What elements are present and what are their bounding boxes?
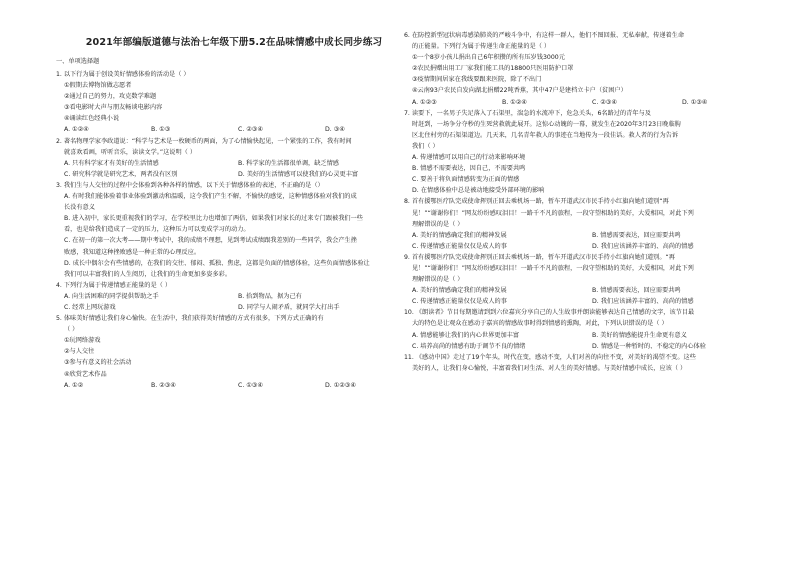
option-text: B. 进入初中，家长更重视我们的学习，在学校里比力也增加了两倍，如果我们对家长的过来专门跟被我们一些 bbox=[64, 215, 363, 223]
option-c: C. 培养高尚的情感有助于调节不良的情绪 bbox=[412, 342, 526, 350]
statement-item: ①假期去博物馆做志愿者 bbox=[64, 82, 132, 90]
answer-options bbox=[56, 380, 412, 391]
question-stem: 2. 著名物理学家李政道说：“科学与艺术是一枚硬币的两面，为了心情愉快起见，一个紧张的工作，我有时间 bbox=[56, 137, 352, 145]
answer-options bbox=[404, 330, 772, 352]
statement-item: ②通过自己的努力，攻克数学难题 bbox=[64, 93, 157, 101]
question-2 bbox=[56, 136, 412, 180]
question-10 bbox=[404, 307, 772, 351]
option-c: C. ②③④ bbox=[592, 98, 617, 106]
option-a: A. 向生活困难的同学提供帮助之手 bbox=[64, 292, 159, 300]
question-stem-cont: 大的特色是让观众在感动于嘉宾的情感故事时得到情感的熏陶，对此，下列认识错误的是（ ） bbox=[412, 320, 668, 328]
option-b: B. ①②④ bbox=[502, 98, 527, 106]
option-d: D. 在情感体验中总是被动地接受外部环境的影响 bbox=[412, 187, 545, 195]
option-c: C. 传递情感正能量仅仅是成人的事 bbox=[412, 298, 507, 306]
question-7 bbox=[404, 108, 772, 197]
question-1 bbox=[56, 69, 412, 136]
option-text: 看，也是给我们造成了一定的压力，这种压力可以变成学习的动力。 bbox=[64, 226, 250, 234]
option-text: A. 有时我们能体验着事业体验到激动和温暖，这令我们产生不解，不愉快的感觉，这种情感体验对我们的成 bbox=[64, 193, 357, 201]
option-text: 败感，我知道这种挫败感是一种正常的心理反应。 bbox=[64, 248, 201, 256]
question-stem: 4. 下列行为属于传递情感正能量的是（ ） bbox=[56, 281, 172, 289]
option-b: B. 情感需要表达，回应需要共鸣 bbox=[592, 287, 681, 295]
option-a: A. 情感能够让我们的内心世界更加丰富 bbox=[412, 331, 520, 339]
question-9 bbox=[404, 252, 772, 307]
option-d: D. 我们应该涵养丰富的、高尚的情感 bbox=[592, 242, 694, 250]
question-8 bbox=[404, 196, 772, 251]
answer-options bbox=[56, 158, 412, 180]
statement-item: ③参与有意义的社会活动 bbox=[64, 359, 132, 367]
option-c: C. 传递情感正能量仅仅是成人的事 bbox=[412, 242, 507, 250]
question-stem: 5. 体味美好情感让我们身心愉快。在生活中，我们获得美好情感的方式有很多，下列方式正确的有 bbox=[56, 315, 324, 323]
option-a: A. 美好的情感确定我们的精神发展 bbox=[412, 287, 507, 295]
answer-options bbox=[404, 230, 772, 252]
statement-item: ④诵读红色经典小说 bbox=[64, 115, 120, 123]
option-b: B. 情感需要表达，回应需要共鸣 bbox=[592, 231, 681, 239]
option-c: C. ①③④ bbox=[238, 381, 263, 389]
question-stem-cont: 区北住村旁的石渠渠道边。几天来，几名青年救人的事迹在当地传为一段佳话。救人者的行为告诉 bbox=[412, 131, 679, 139]
option-d: D. 我们应该涵养丰富的、高尚的情感 bbox=[592, 298, 694, 306]
option-c: C. 要善于将负面情感转变为正面的情感 bbox=[412, 176, 520, 184]
statement-item: ④云南93户农民自发向湖北捐赠22吨香蕉，其中47户是建档立卡户（贫困户） bbox=[412, 87, 627, 95]
option-d: D. ①②③④ bbox=[325, 381, 356, 389]
option-d: D. 同学与人闹矛盾，就同学大打出手 bbox=[238, 303, 340, 311]
left-column bbox=[56, 22, 412, 391]
option-c: C. 研究科学就是研究艺术，两者没有区别 bbox=[64, 170, 178, 178]
option-b: B. ②③④ bbox=[151, 381, 176, 389]
section-heading: 一、单项选择题 bbox=[56, 58, 100, 65]
option-a: A. 传递情感可以用自己的行动来影响环境 bbox=[412, 154, 526, 162]
option-text: 我们可以丰富我们的人生阅历，让我们的生命更加多姿多彩。 bbox=[64, 270, 232, 278]
option-text: C. 在初一的第一次大考——期中考试中，我的成绩不理想，见到考试成绩跟我差别的一些同学，我会产生挫 bbox=[64, 237, 357, 245]
question-stem-cont: 见！”“谢谢你们！”网友纷纷感叹泪目！一路千不凡的旅程，一段守望相助的美好，大爱相国，对此下列 bbox=[412, 264, 694, 272]
option-d: D. ①③④ bbox=[682, 98, 708, 106]
option-a: A. ①② bbox=[64, 381, 84, 389]
question-stem: 7. 读要下，一名男子失足落入了石渠里，湍急的水流冲下，危急关头，6名路过的青年与及 bbox=[404, 109, 651, 117]
question-stem: 6. 在防控新型冠状病毒感染肺炎的严峻斗争中，有这样一群人，他们不图回报、无私奉献，传递着生命 bbox=[404, 32, 685, 39]
statement-item: ①一个8岁小孩儿捐出自己6年积攒的所有压岁钱3000元 bbox=[412, 54, 565, 62]
question-stem-cont: 理解错误的是（ ） bbox=[412, 220, 464, 228]
option-a: A. 美好的情感确定我们的精神发展 bbox=[412, 231, 507, 239]
option-d: D. ③④ bbox=[325, 126, 345, 134]
question-stem: 11. 《感动中国》走过了19个年头，时代在变，感动不变，人们对善的向往不变，对美好的渴望不变。这些 bbox=[404, 353, 696, 361]
answer-options bbox=[56, 124, 412, 135]
answer-options bbox=[404, 97, 772, 108]
statement-item: ①玩网络游戏 bbox=[64, 337, 101, 345]
question-stem-cont: 的正能量。下列行为属于传递生命正能量的是（ ） bbox=[412, 43, 551, 51]
question-stem-cont: 美好的人，让我们身心愉悦，丰富着我们对生活、对人生的美好情感。与美好情感中成长，应该（ ） bbox=[412, 364, 687, 372]
question-stem: 9. 首有援鄂医疗队完成使命挥别正回去乘机场一路，暂车开道武汉市民手持小红旗向她们道别。“再 bbox=[404, 253, 675, 261]
statement-item: ②与人交往 bbox=[64, 348, 95, 356]
option-text: 长没有意义 bbox=[64, 204, 95, 212]
statement-item: ③看电影时大声与朋友畅谈电影内容 bbox=[64, 104, 163, 112]
right-column bbox=[404, 30, 772, 374]
statement-item: ③疫情期间居家在我线要跟来医院，除了不出门 bbox=[412, 76, 542, 84]
option-b: B. 科学家的生活都很单调，缺乏情感 bbox=[238, 159, 339, 167]
option-b: B. 美好的情感能提升生命更有意义 bbox=[592, 331, 687, 339]
answer-options bbox=[56, 291, 412, 313]
option-d: D. 美好的生活情感可以使我们的心灵更丰富 bbox=[238, 170, 359, 178]
statement-item: ②农民捐赠出用工厂家我们能工具的18800只医用防护口罩 bbox=[412, 65, 574, 73]
question-stem: 3. 我们生与人交往的过程中会体验到各种各样的情感，以下关于情感体验的表述，不正确的是（） bbox=[56, 181, 324, 189]
question-stem-cont: 见！”“谢谢你们！”网友纷纷感叹泪目！一路千不凡的旅程，一段守望相助的美好，大爱相国，对此下列 bbox=[412, 209, 694, 217]
option-a: A. 只有科学家才有美好的生活情感 bbox=[64, 159, 159, 167]
question-stem: 1. 以下行为属于创设美好情感体验的活动是（ ） bbox=[56, 71, 190, 78]
question-4 bbox=[56, 280, 412, 313]
question-stem-cont: 就喜欢看画，听听音乐，读读文学。”这说明（ ） bbox=[64, 148, 197, 156]
option-c: C. ②③④ bbox=[238, 126, 263, 134]
question-5 bbox=[56, 313, 412, 391]
option-d: D. 情感是一种暂时的、不稳定的内心体验 bbox=[592, 342, 706, 350]
option-a: A. ①②③ bbox=[412, 98, 437, 106]
question-3 bbox=[56, 180, 412, 280]
statement-item: ④欣赏艺术作品 bbox=[64, 370, 107, 378]
document-title: 2021年部编版道德与法治七年级下册5.2在品味情感中成长同步练习 bbox=[85, 37, 383, 48]
option-text: D. 成长中偶尔会有些情感的，在我们的交往、郁闷、孤独、焦虑，这都是负面的情感体验，这些负面情感体验让 bbox=[64, 259, 370, 267]
option-b: B. 拾到物品，据为己有 bbox=[238, 292, 302, 300]
question-stem-cont: 我们（ ） bbox=[412, 142, 439, 150]
option-b: B. ①③ bbox=[151, 126, 171, 134]
option-c: C. 经常上网玩游戏 bbox=[64, 303, 116, 311]
question-stem: 10. 《朗读者》节目每期邀请到到六位嘉宾分享自己的人生故事并朗读能够表达自己情感的文字，该节目最 bbox=[404, 309, 695, 317]
question-stem: 8. 首有援鄂医疗队完成使命挥别正回去乘机场一路，暂车开道武汉市民手持小红旗向她们道别“再 bbox=[404, 198, 669, 206]
question-stem-cont: 理解错误的是（ ） bbox=[412, 276, 464, 284]
answer-options bbox=[404, 285, 772, 307]
option-a: A. ①②④ bbox=[64, 126, 89, 134]
question-stem-cont: （ ） bbox=[64, 326, 79, 334]
option-b: B. 情感不需要表达，因自己，不需要共鸣 bbox=[412, 165, 526, 173]
question-6 bbox=[404, 30, 772, 108]
question-stem-cont: 时赶到，一场争分夺秒的生死营救就此展开。这惊心动魄的一幕，就发生在2020年3月23日晚临朐 bbox=[412, 120, 681, 128]
question-11 bbox=[404, 352, 772, 374]
